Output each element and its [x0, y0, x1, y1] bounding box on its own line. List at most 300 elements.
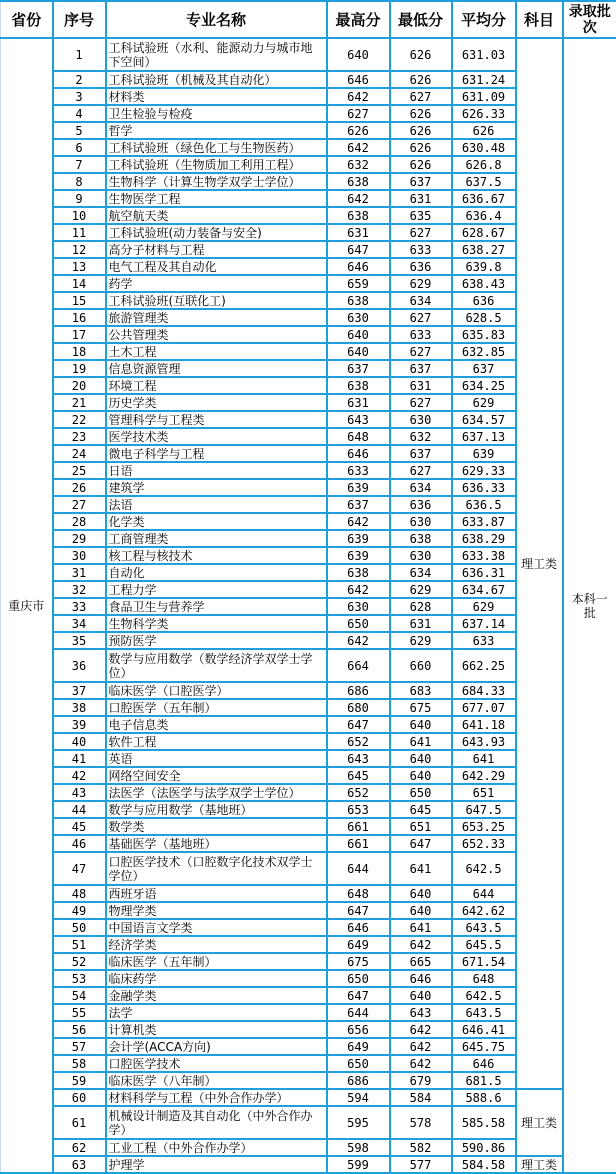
major-name: 生物医学工程	[106, 190, 327, 207]
major-name: 哲学	[106, 122, 327, 139]
row-index: 47	[53, 852, 106, 885]
min-score: 628	[390, 598, 452, 615]
row-index: 25	[53, 462, 106, 479]
avg-score: 671.54	[452, 953, 516, 970]
major-name: 软件工程	[106, 733, 327, 750]
avg-score: 662.25	[452, 649, 516, 682]
row-index: 42	[53, 767, 106, 784]
max-score: 630	[327, 309, 390, 326]
min-score: 640	[390, 902, 452, 919]
min-score: 578	[390, 1106, 452, 1139]
max-score: 598	[327, 1139, 390, 1156]
table-body	[1, 38, 616, 1173]
max-score: 630	[327, 598, 390, 615]
major-name: 护理学	[106, 1156, 327, 1173]
max-score: 627	[327, 105, 390, 122]
max-score: 642	[327, 190, 390, 207]
avg-score: 626.33	[452, 105, 516, 122]
major-name: 高分子材料与工程	[106, 241, 327, 258]
min-score: 626	[390, 156, 452, 173]
row-index: 43	[53, 784, 106, 801]
avg-score: 644	[452, 885, 516, 902]
header-index: 序号	[53, 1, 106, 38]
min-score: 626	[390, 105, 452, 122]
max-score: 642	[327, 513, 390, 530]
avg-score: 626.8	[452, 156, 516, 173]
batch-cell: 本科一批	[563, 38, 616, 1173]
min-score: 647	[390, 835, 452, 852]
row-index: 34	[53, 615, 106, 632]
min-score: 627	[390, 309, 452, 326]
major-name: 机械设计制造及其自动化（中外合作办学）	[106, 1106, 327, 1139]
row-index: 28	[53, 513, 106, 530]
avg-score: 637.14	[452, 615, 516, 632]
min-score: 642	[390, 1021, 452, 1038]
avg-score: 645.5	[452, 936, 516, 953]
row-index: 14	[53, 275, 106, 292]
min-score: 626	[390, 139, 452, 156]
subject-cell: 理工类	[516, 1156, 563, 1173]
max-score: 656	[327, 1021, 390, 1038]
avg-score: 633.87	[452, 513, 516, 530]
major-name: 工商管理类	[106, 530, 327, 547]
major-name: 预防医学	[106, 632, 327, 649]
major-name: 口腔医学技术	[106, 1055, 327, 1072]
major-name: 工科试验班（生物质加工利用工程）	[106, 156, 327, 173]
row-index: 30	[53, 547, 106, 564]
min-score: 627	[390, 88, 452, 105]
max-score: 594	[327, 1089, 390, 1106]
max-score: 659	[327, 275, 390, 292]
avg-score: 634.25	[452, 377, 516, 394]
major-name: 法学	[106, 1004, 327, 1021]
min-score: 627	[390, 343, 452, 360]
max-score: 652	[327, 784, 390, 801]
max-score: 645	[327, 767, 390, 784]
min-score: 636	[390, 258, 452, 275]
header-province: 省份	[1, 1, 53, 38]
max-score: 640	[327, 326, 390, 343]
row-index: 50	[53, 919, 106, 936]
table-row	[1, 1156, 616, 1173]
row-index: 24	[53, 445, 106, 462]
row-index: 51	[53, 936, 106, 953]
avg-score: 638.27	[452, 241, 516, 258]
max-score: 640	[327, 38, 390, 71]
major-name: 历史学类	[106, 394, 327, 411]
row-index: 38	[53, 699, 106, 716]
max-score: 646	[327, 71, 390, 88]
avg-score: 647.5	[452, 801, 516, 818]
max-score: 648	[327, 428, 390, 445]
avg-score: 641.18	[452, 716, 516, 733]
avg-score: 646	[452, 1055, 516, 1072]
avg-score: 634.67	[452, 581, 516, 598]
avg-score: 634.57	[452, 411, 516, 428]
max-score: 661	[327, 835, 390, 852]
avg-score: 642.5	[452, 852, 516, 885]
major-name: 会计学(ACCA方向)	[106, 1038, 327, 1055]
max-score: 686	[327, 1072, 390, 1089]
row-index: 27	[53, 496, 106, 513]
min-score: 665	[390, 953, 452, 970]
row-index: 18	[53, 343, 106, 360]
min-score: 642	[390, 936, 452, 953]
avg-score: 643.5	[452, 919, 516, 936]
max-score: 643	[327, 750, 390, 767]
max-score: 650	[327, 615, 390, 632]
row-index: 16	[53, 309, 106, 326]
avg-score: 677.07	[452, 699, 516, 716]
max-score: 647	[327, 716, 390, 733]
avg-score: 636.5	[452, 496, 516, 513]
max-score: 644	[327, 852, 390, 885]
min-score: 641	[390, 733, 452, 750]
major-name: 药学	[106, 275, 327, 292]
avg-score: 632.85	[452, 343, 516, 360]
min-score: 626	[390, 38, 452, 71]
avg-score: 681.5	[452, 1072, 516, 1089]
avg-score: 628.67	[452, 224, 516, 241]
min-score: 630	[390, 513, 452, 530]
header-subject: 科目	[516, 1, 563, 38]
min-score: 637	[390, 445, 452, 462]
major-name: 自动化	[106, 564, 327, 581]
min-score: 632	[390, 428, 452, 445]
major-name: 旅游管理类	[106, 309, 327, 326]
max-score: 647	[327, 241, 390, 258]
avg-score: 633.38	[452, 547, 516, 564]
min-score: 637	[390, 360, 452, 377]
row-index: 5	[53, 122, 106, 139]
header-avg-score: 平均分	[452, 1, 516, 38]
major-name: 口腔医学技术（口腔数字化技术双学士学位）	[106, 852, 327, 885]
avg-score: 652.33	[452, 835, 516, 852]
avg-score: 636.4	[452, 207, 516, 224]
major-name: 医学技术类	[106, 428, 327, 445]
major-name: 数学与应用数学（数学经济学双学士学位）	[106, 649, 327, 682]
max-score: 632	[327, 156, 390, 173]
avg-score: 643.93	[452, 733, 516, 750]
row-index: 6	[53, 139, 106, 156]
row-index: 21	[53, 394, 106, 411]
major-name: 工业工程（中外合作办学）	[106, 1139, 327, 1156]
max-score: 639	[327, 547, 390, 564]
max-score: 675	[327, 953, 390, 970]
max-score: 646	[327, 919, 390, 936]
major-name: 微电子科学与工程	[106, 445, 327, 462]
max-score: 650	[327, 1055, 390, 1072]
row-index: 36	[53, 649, 106, 682]
max-score: 649	[327, 936, 390, 953]
min-score: 646	[390, 970, 452, 987]
min-score: 629	[390, 275, 452, 292]
row-index: 54	[53, 987, 106, 1004]
major-name: 日语	[106, 462, 327, 479]
min-score: 641	[390, 919, 452, 936]
row-index: 10	[53, 207, 106, 224]
max-score: 637	[327, 360, 390, 377]
max-score: 646	[327, 445, 390, 462]
max-score: 642	[327, 632, 390, 649]
major-name: 网络空间安全	[106, 767, 327, 784]
avg-score: 631.09	[452, 88, 516, 105]
row-index: 40	[53, 733, 106, 750]
max-score: 638	[327, 377, 390, 394]
row-index: 32	[53, 581, 106, 598]
major-name: 基础医学（基地班）	[106, 835, 327, 852]
min-score: 630	[390, 547, 452, 564]
min-score: 635	[390, 207, 452, 224]
avg-score: 630.48	[452, 139, 516, 156]
min-score: 633	[390, 241, 452, 258]
major-name: 工科试验班（绿色化工与生物医药）	[106, 139, 327, 156]
min-score: 634	[390, 292, 452, 309]
row-index: 17	[53, 326, 106, 343]
max-score: 652	[327, 733, 390, 750]
major-name: 口腔医学（五年制）	[106, 699, 327, 716]
avg-score: 588.6	[452, 1089, 516, 1106]
avg-score: 637	[452, 360, 516, 377]
max-score: 647	[327, 902, 390, 919]
major-name: 卫生检验与检疫	[106, 105, 327, 122]
row-index: 49	[53, 902, 106, 919]
max-score: 661	[327, 818, 390, 835]
subject-cell: 理工类	[516, 1089, 563, 1156]
min-score: 584	[390, 1089, 452, 1106]
min-score: 645	[390, 801, 452, 818]
min-score: 626	[390, 122, 452, 139]
min-score: 650	[390, 784, 452, 801]
row-index: 59	[53, 1072, 106, 1089]
major-name: 材料科学与工程（中外合作办学）	[106, 1089, 327, 1106]
max-score: 642	[327, 581, 390, 598]
avg-score: 629	[452, 394, 516, 411]
major-name: 临床药学	[106, 970, 327, 987]
row-index: 26	[53, 479, 106, 496]
max-score: 664	[327, 649, 390, 682]
row-index: 45	[53, 818, 106, 835]
min-score: 577	[390, 1156, 452, 1173]
avg-score: 637.5	[452, 173, 516, 190]
min-score: 643	[390, 1004, 452, 1021]
row-index: 44	[53, 801, 106, 818]
avg-score: 639	[452, 445, 516, 462]
min-score: 660	[390, 649, 452, 682]
avg-score: 642.62	[452, 902, 516, 919]
avg-score: 638.29	[452, 530, 516, 547]
row-index: 3	[53, 88, 106, 105]
major-name: 数学类	[106, 818, 327, 835]
avg-score: 629.33	[452, 462, 516, 479]
avg-score: 585.58	[452, 1106, 516, 1139]
min-score: 640	[390, 987, 452, 1004]
row-index: 46	[53, 835, 106, 852]
header-major: 专业名称	[106, 1, 327, 38]
row-index: 19	[53, 360, 106, 377]
avg-score: 636.31	[452, 564, 516, 581]
row-index: 53	[53, 970, 106, 987]
min-score: 631	[390, 377, 452, 394]
avg-score: 633	[452, 632, 516, 649]
major-name: 西班牙语	[106, 885, 327, 902]
province-cell: 重庆市	[1, 38, 53, 1173]
min-score: 626	[390, 71, 452, 88]
avg-score: 651	[452, 784, 516, 801]
row-index: 9	[53, 190, 106, 207]
avg-score: 629	[452, 598, 516, 615]
major-name: 数学与应用数学（基地班）	[106, 801, 327, 818]
max-score: 647	[327, 987, 390, 1004]
max-score: 642	[327, 139, 390, 156]
major-name: 土木工程	[106, 343, 327, 360]
min-score: 634	[390, 479, 452, 496]
max-score: 631	[327, 224, 390, 241]
major-name: 生物科学类	[106, 615, 327, 632]
major-name: 工科试验班（机械及其自动化）	[106, 71, 327, 88]
major-name: 管理科学与工程类	[106, 411, 327, 428]
table-row	[1, 1089, 616, 1106]
major-name: 建筑学	[106, 479, 327, 496]
avg-score: 642.29	[452, 767, 516, 784]
row-index: 57	[53, 1038, 106, 1055]
header-max-score: 最高分	[327, 1, 390, 38]
avg-score: 646.41	[452, 1021, 516, 1038]
max-score: 639	[327, 479, 390, 496]
row-index: 48	[53, 885, 106, 902]
table-row	[1, 38, 616, 71]
min-score: 629	[390, 581, 452, 598]
min-score: 634	[390, 564, 452, 581]
min-score: 631	[390, 615, 452, 632]
row-index: 8	[53, 173, 106, 190]
major-name: 食品卫生与营养学	[106, 598, 327, 615]
avg-score: 641	[452, 750, 516, 767]
min-score: 630	[390, 411, 452, 428]
avg-score: 648	[452, 970, 516, 987]
row-index: 52	[53, 953, 106, 970]
row-index: 63	[53, 1156, 106, 1173]
avg-score: 584.58	[452, 1156, 516, 1173]
avg-score: 653.25	[452, 818, 516, 835]
max-score: 646	[327, 258, 390, 275]
major-name: 英语	[106, 750, 327, 767]
major-name: 材料类	[106, 88, 327, 105]
major-name: 法语	[106, 496, 327, 513]
min-score: 679	[390, 1072, 452, 1089]
major-name: 物理学类	[106, 902, 327, 919]
max-score: 680	[327, 699, 390, 716]
row-index: 33	[53, 598, 106, 615]
major-name: 法医学（法医学与法学双学士学位）	[106, 784, 327, 801]
major-name: 电子信息类	[106, 716, 327, 733]
major-name: 临床医学（八年制）	[106, 1072, 327, 1089]
row-index: 37	[53, 682, 106, 699]
row-index: 2	[53, 71, 106, 88]
major-name: 信息资源管理	[106, 360, 327, 377]
min-score: 582	[390, 1139, 452, 1156]
avg-score: 636	[452, 292, 516, 309]
row-index: 13	[53, 258, 106, 275]
row-index: 39	[53, 716, 106, 733]
row-index: 56	[53, 1021, 106, 1038]
max-score: 686	[327, 682, 390, 699]
max-score: 650	[327, 970, 390, 987]
max-score: 642	[327, 88, 390, 105]
max-score: 638	[327, 292, 390, 309]
min-score: 627	[390, 224, 452, 241]
avg-score: 636.33	[452, 479, 516, 496]
major-name: 工程力学	[106, 581, 327, 598]
major-name: 金融学类	[106, 987, 327, 1004]
major-name: 化学类	[106, 513, 327, 530]
row-index: 61	[53, 1106, 106, 1139]
row-index: 60	[53, 1089, 106, 1106]
row-index: 58	[53, 1055, 106, 1072]
row-index: 41	[53, 750, 106, 767]
major-name: 电气工程及其自动化	[106, 258, 327, 275]
major-name: 临床医学（口腔医学）	[106, 682, 327, 699]
max-score: 638	[327, 207, 390, 224]
min-score: 633	[390, 326, 452, 343]
row-index: 20	[53, 377, 106, 394]
avg-score: 631.24	[452, 71, 516, 88]
header-batch: 录取批次	[563, 1, 616, 38]
avg-score: 642.5	[452, 987, 516, 1004]
min-score: 641	[390, 852, 452, 885]
row-index: 29	[53, 530, 106, 547]
row-index: 12	[53, 241, 106, 258]
major-name: 工科试验班(互联化工)	[106, 292, 327, 309]
max-score: 633	[327, 462, 390, 479]
max-score: 643	[327, 411, 390, 428]
row-index: 7	[53, 156, 106, 173]
min-score: 640	[390, 716, 452, 733]
min-score: 638	[390, 530, 452, 547]
avg-score: 631.03	[452, 38, 516, 71]
min-score: 637	[390, 173, 452, 190]
avg-score: 590.86	[452, 1139, 516, 1156]
header-min-score: 最低分	[390, 1, 452, 38]
row-index: 55	[53, 1004, 106, 1021]
max-score: 640	[327, 343, 390, 360]
max-score: 599	[327, 1156, 390, 1173]
max-score: 638	[327, 564, 390, 581]
major-name: 工科试验班(动力装备与安全)	[106, 224, 327, 241]
max-score: 653	[327, 801, 390, 818]
major-name: 经济学类	[106, 936, 327, 953]
avg-score: 635.83	[452, 326, 516, 343]
min-score: 640	[390, 767, 452, 784]
min-score: 636	[390, 496, 452, 513]
row-index: 4	[53, 105, 106, 122]
max-score: 626	[327, 122, 390, 139]
major-name: 航空航天类	[106, 207, 327, 224]
major-name: 计算机类	[106, 1021, 327, 1038]
max-score: 648	[327, 885, 390, 902]
min-score: 640	[390, 750, 452, 767]
max-score: 595	[327, 1106, 390, 1139]
subject-cell: 理工类	[516, 38, 563, 1089]
row-index: 1	[53, 38, 106, 71]
avg-score: 639.8	[452, 258, 516, 275]
max-score: 631	[327, 394, 390, 411]
min-score: 640	[390, 885, 452, 902]
min-score: 627	[390, 462, 452, 479]
avg-score: 638.43	[452, 275, 516, 292]
max-score: 644	[327, 1004, 390, 1021]
avg-score: 626	[452, 122, 516, 139]
